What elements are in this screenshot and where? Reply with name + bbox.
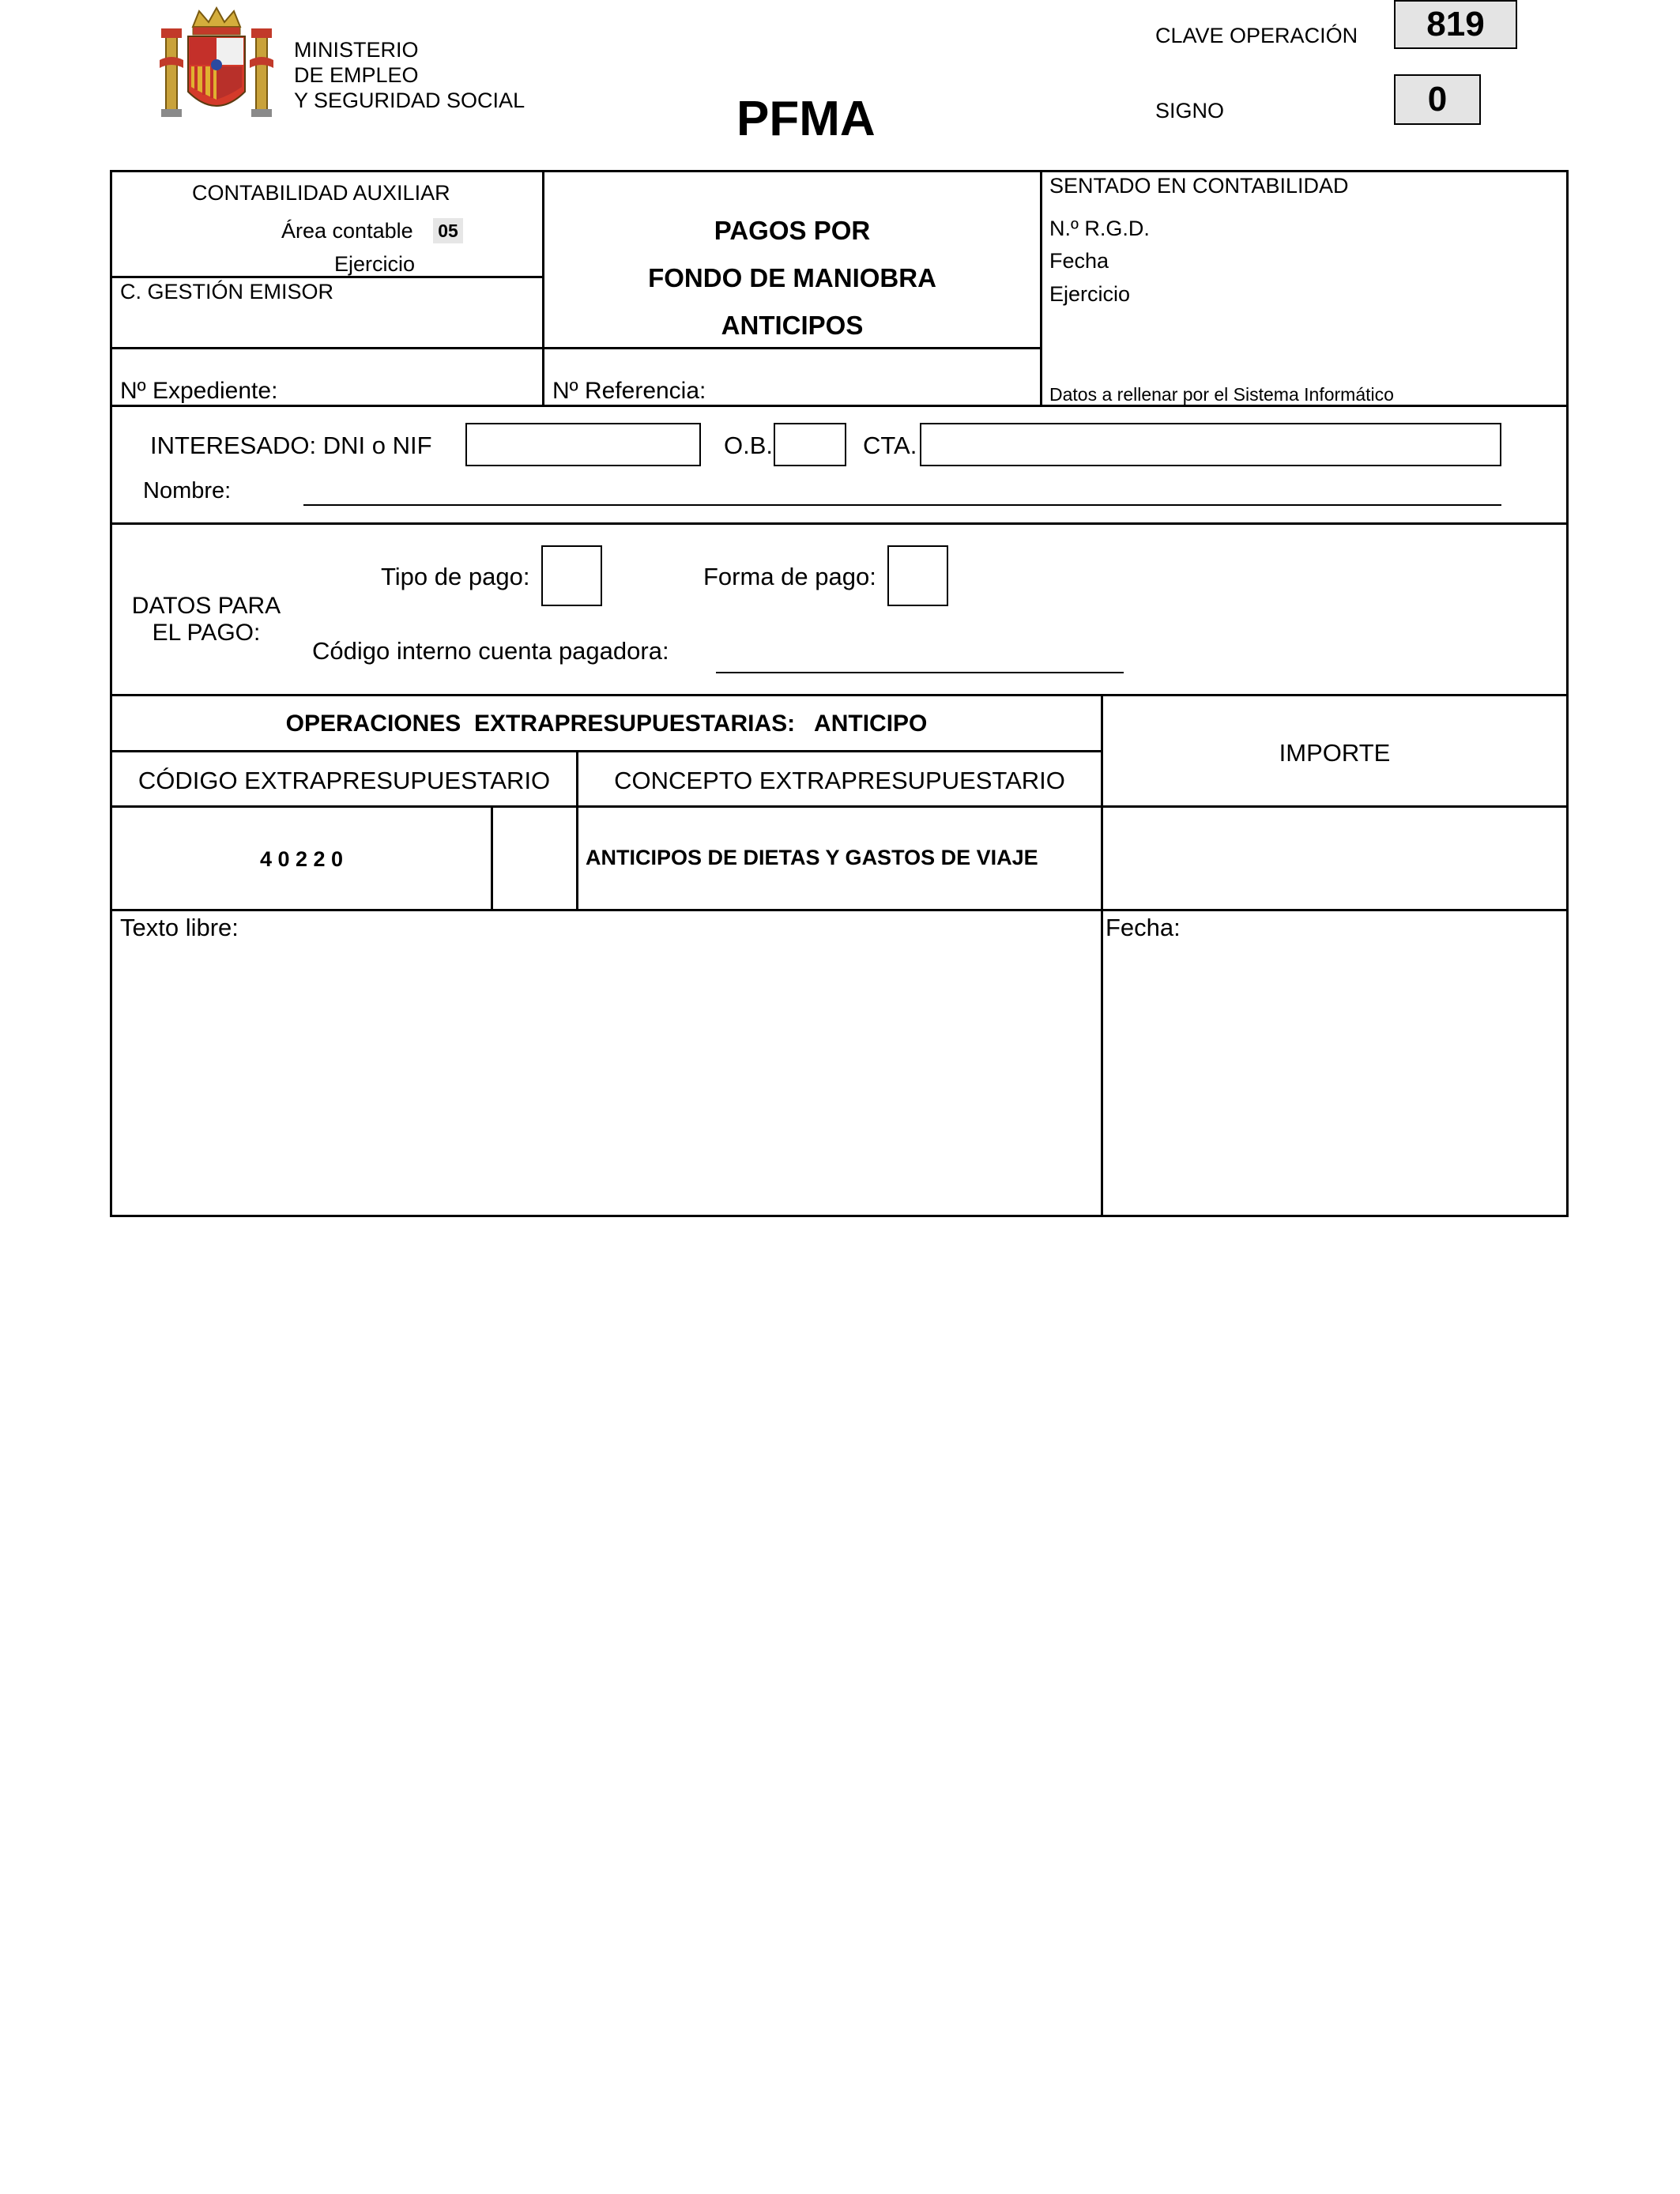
divider <box>110 405 1569 407</box>
dni-nif-input[interactable] <box>465 423 701 466</box>
texto-libre-input[interactable] <box>112 911 1101 1215</box>
importe-header: IMPORTE <box>1279 739 1391 767</box>
divider <box>110 522 1569 525</box>
ministry-line1: MINISTERIO <box>294 38 419 62</box>
contabilidad-auxiliar-label: CONTABILIDAD AUXILIAR <box>192 181 450 205</box>
row-concepto-value: ANTICIPOS DE DIETAS Y GASTOS DE VIAJE <box>586 846 1038 869</box>
importe-input[interactable] <box>1103 808 1566 909</box>
divider <box>110 276 543 278</box>
form-title-line1: PAGOS POR <box>714 216 871 245</box>
form-title <box>544 207 1040 349</box>
expediente-label: Nº Expediente: <box>120 378 278 404</box>
ob-input[interactable] <box>774 423 846 466</box>
referencia-label: Nº Referencia: <box>552 378 706 404</box>
fecha-input[interactable] <box>1103 911 1566 1215</box>
nombre-input-line[interactable] <box>303 504 1501 506</box>
area-contable-value: 05 <box>433 218 463 243</box>
form-title-line3: ANTICIPOS <box>721 311 864 340</box>
fecha-footer-label: Fecha: <box>1106 914 1181 941</box>
texto-libre-label: Texto libre: <box>120 914 239 941</box>
cta-label: CTA. <box>863 432 917 459</box>
interesado-dni-label: INTERESADO: DNI o NIF <box>150 432 432 459</box>
gestion-emisor-label: C. GESTIÓN EMISOR <box>120 280 334 303</box>
divider <box>491 805 493 910</box>
clave-operacion-box <box>1394 0 1517 49</box>
sentado-contabilidad-label: SENTADO EN CONTABILIDAD <box>1049 174 1349 198</box>
ejercicio-label: Ejercicio <box>334 252 416 276</box>
rgd-label: N.º R.G.D. <box>1049 217 1150 240</box>
form-title-line2: FONDO DE MANIOBRA <box>648 263 936 292</box>
concepto-column-header: CONCEPTO EXTRAPRESUPUESTARIO <box>614 767 1065 794</box>
datos-pago-line1: DATOS PARA <box>131 593 281 619</box>
divider <box>1040 170 1042 405</box>
nombre-label: Nombre: <box>143 478 232 503</box>
forma-pago-label: Forma de pago: <box>703 563 876 590</box>
clave-operacion-value: 819 <box>1426 5 1485 43</box>
ob-label: O.B. <box>724 432 774 459</box>
tipo-pago-input[interactable] <box>541 545 602 606</box>
datos-pago-line2: EL PAGO: <box>152 620 261 646</box>
signo-label: SIGNO <box>1155 99 1225 123</box>
datos-pago-label <box>117 593 296 647</box>
fecha-label: Fecha <box>1049 249 1109 273</box>
codigo-cuenta-input-line[interactable] <box>716 672 1124 673</box>
codigo-cuenta-label: Código interno cuenta pagadora: <box>312 637 669 665</box>
sistema-note: Datos a rellenar por el Sistema Informático <box>1049 384 1394 405</box>
ministry-line3: Y SEGURIDAD SOCIAL <box>294 89 525 112</box>
divider <box>110 694 1569 696</box>
signo-box <box>1394 74 1481 125</box>
cta-input[interactable] <box>920 423 1501 466</box>
operaciones-title: OPERACIONES EXTRAPRESUPUESTARIAS: ANTICIPO <box>285 711 928 737</box>
signo-value: 0 <box>1427 80 1448 119</box>
divider <box>110 750 1102 752</box>
forma-pago-input[interactable] <box>887 545 948 606</box>
ejercicio-contable-label: Ejercicio <box>1049 282 1131 306</box>
area-contable-label: Área contable <box>281 219 413 243</box>
coat-of-arms-icon <box>158 5 275 123</box>
codigo-column-header: CÓDIGO EXTRAPRESUPUESTARIO <box>137 767 551 794</box>
form-code: PFMA <box>736 92 876 146</box>
ministry-line2: DE EMPLEO <box>294 63 419 87</box>
row-codigo-value: 4 0 2 2 0 <box>259 847 344 871</box>
tipo-pago-label: Tipo de pago: <box>381 563 530 590</box>
clave-operacion-label: CLAVE OPERACIÓN <box>1155 24 1358 47</box>
